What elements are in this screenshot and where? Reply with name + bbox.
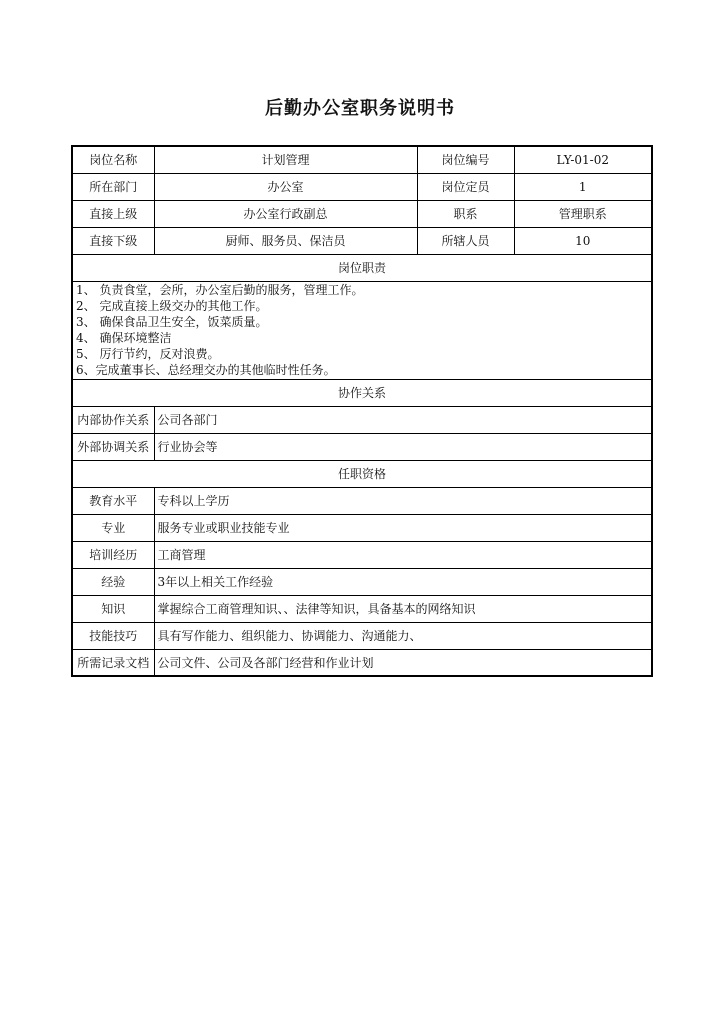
cooperation-row — [72, 406, 652, 433]
qualification-row — [72, 595, 652, 622]
info-label: 直接下级 — [72, 227, 154, 254]
cooperation-header-row — [72, 379, 652, 406]
qualification-label: 经验 — [72, 568, 154, 595]
info-value: 1 — [514, 173, 652, 200]
cooperation-value: 行业协会等 — [154, 433, 652, 460]
duty-item: 3、 确保食品卫生安全，饭菜质量。 — [76, 314, 268, 329]
cooperation-label: 内部协作关系 — [72, 406, 154, 433]
info-value: 管理职系 — [514, 200, 652, 227]
document-title: 后勤办公室职务说明书 — [265, 98, 455, 119]
qualification-value: 3年以上相关工作经验 — [154, 568, 652, 595]
qualifications-header-row — [72, 460, 652, 487]
cooperation-label: 外部协调关系 — [72, 433, 154, 460]
qualification-label: 技能技巧 — [72, 622, 154, 649]
qualification-value: 具有写作能力、组织能力、协调能力、沟通能力、 — [154, 622, 652, 649]
qualification-row — [72, 514, 652, 541]
info-label: 岗位名称 — [72, 146, 154, 173]
info-value: 厨师、服务员、保洁员 — [154, 227, 417, 254]
qualification-label: 所需记录文档 — [72, 649, 154, 676]
qualification-row — [72, 568, 652, 595]
duty-item: 4、 确保环境整洁 — [76, 331, 172, 346]
qualification-value: 服务专业或职业技能专业 — [154, 514, 652, 541]
duty-item: 5、 厉行节约，反对浪费。 — [76, 347, 220, 362]
info-label: 所辖人员 — [417, 227, 514, 254]
qualification-row — [72, 487, 652, 514]
info-label: 直接上级 — [72, 200, 154, 227]
duty-item: 1、 负责食堂，会所，办公室后勤的服务，管理工作。 — [76, 282, 364, 297]
qualification-label: 培训经历 — [72, 541, 154, 568]
job-description-table — [71, 145, 653, 677]
info-row — [72, 200, 652, 227]
qualification-value: 公司文件、公司及各部门经营和作业计划 — [154, 649, 652, 676]
info-value: 计划管理 — [154, 146, 417, 173]
qualification-label: 教育水平 — [72, 487, 154, 514]
qualification-value: 工商管理 — [154, 541, 652, 568]
info-value: 办公室 — [154, 173, 417, 200]
duties-header-row — [72, 254, 652, 281]
duties-row — [72, 281, 652, 379]
section-header-duties: 岗位职责 — [72, 254, 652, 281]
qualification-label: 知识 — [72, 595, 154, 622]
section-header-qualifications: 任职资格 — [72, 460, 652, 487]
qualification-label: 专业 — [72, 514, 154, 541]
qualification-value: 专科以上学历 — [154, 487, 652, 514]
info-label: 岗位编号 — [417, 146, 514, 173]
info-label: 职系 — [417, 200, 514, 227]
info-label: 所在部门 — [72, 173, 154, 200]
qualification-row — [72, 649, 652, 676]
duties-list — [72, 281, 652, 379]
info-row — [72, 227, 652, 254]
info-value: LY-01-02 — [514, 146, 652, 173]
qualification-row — [72, 541, 652, 568]
duty-item: 2、 完成直接上级交办的其他工作。 — [76, 298, 268, 313]
duty-item: 6、完成董事长、总经理交办的其他临时性任务。 — [76, 363, 336, 378]
cooperation-value: 公司各部门 — [154, 406, 652, 433]
info-value: 办公室行政副总 — [154, 200, 417, 227]
qualification-row — [72, 622, 652, 649]
info-row — [72, 173, 652, 200]
cooperation-row — [72, 433, 652, 460]
info-value: 10 — [514, 227, 652, 254]
qualification-value: 掌握综合工商管理知识、、法律等知识，具备基本的网络知识 — [154, 595, 652, 622]
info-label: 岗位定员 — [417, 173, 514, 200]
section-header-cooperation: 协作关系 — [72, 379, 652, 406]
info-row — [72, 146, 652, 173]
